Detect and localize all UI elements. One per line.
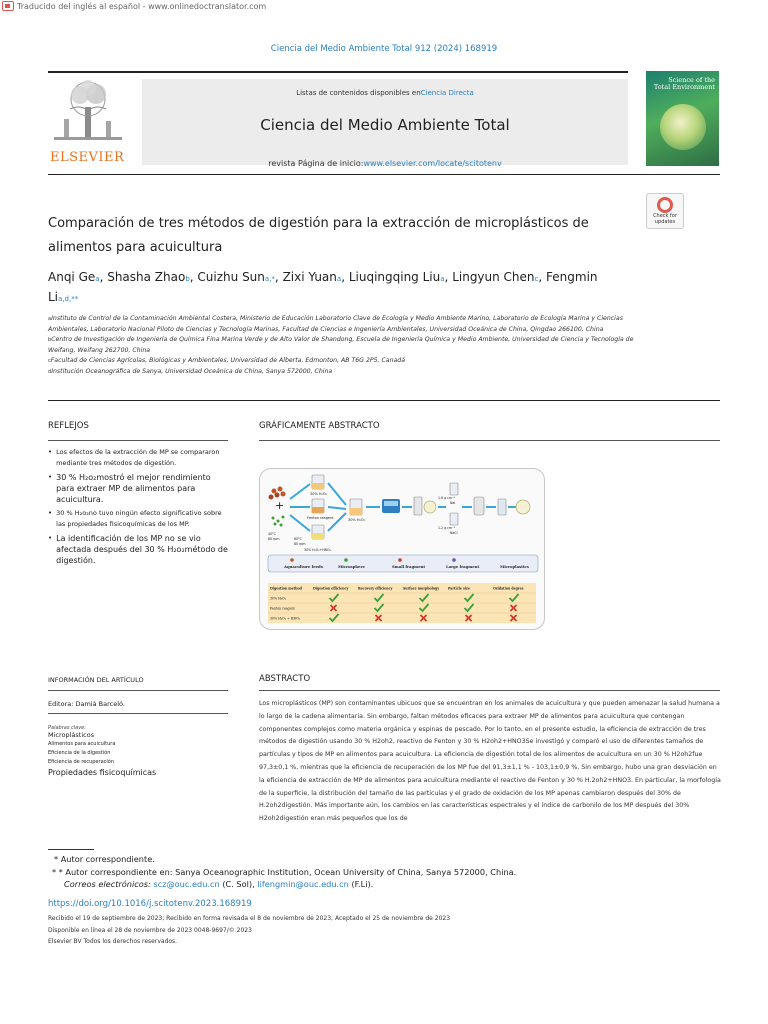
- ga-label-nai: NaI: [450, 501, 456, 505]
- author[interactable]: [452, 270, 538, 284]
- microplastics-mix-icon: [272, 516, 285, 527]
- second-filter-icon: [498, 499, 506, 515]
- elsevier-logo: [50, 79, 126, 165]
- footnote-corresponding: * Autor correspondiente.: [54, 854, 155, 864]
- author-separator: ,: [274, 270, 283, 284]
- translator-text[interactable]: Traducido del inglés al español - www.onlinedoctranslator.com: [17, 1, 267, 11]
- shaker-incubator-icon: [382, 499, 400, 513]
- ga-label-temp2: 60°C: [294, 537, 302, 541]
- ga-label-fenton: Fenton reagent: [307, 516, 334, 520]
- ga-table-header: Digestion efficiency: [313, 586, 349, 591]
- vacuum-filter-icon: [414, 497, 422, 515]
- affiliation-key: c: [48, 358, 51, 364]
- affiliation-key: b: [48, 337, 52, 343]
- check-for-updates-button[interactable]: [646, 193, 684, 229]
- keywords-label: Palabras clave:: [48, 725, 86, 731]
- separation-funnel-icon: [474, 497, 484, 515]
- author-separator: ,: [538, 270, 547, 284]
- legend-swatch: [398, 558, 402, 562]
- affiliation-text: Instituto de Control de la Contaminación Ambiental Costera, Ministerio de Educación Laboratorio Clave de Ecología y Medio Ambiente Marino, Laboratorio de Ecología Marina y Ciencias Ambientales, Laboratorio Nacional Piloto de Ciencias y Tecnología Marinas, Facultad de Ciencias e Ingeniería Ambientales, Universidad Oceánica de China, Qingdao 266100, China: [48, 315, 623, 333]
- author-separator: ,: [189, 270, 198, 284]
- legend-label: Microplastics: [500, 564, 529, 569]
- journal-cover: [646, 71, 719, 166]
- journal-title: Ciencia del Medio Ambiente Total: [260, 116, 510, 134]
- keyword: Eficiencia de recuperación: [48, 759, 114, 765]
- footnote-rule: [48, 849, 94, 850]
- beaker-hno3-icon: [312, 525, 324, 539]
- footnote-corresponding-2: * * Autor correspondiente en: Sanya Oceanographic Institution, Ocean University of China, Sanya 572000, China.: [52, 866, 517, 877]
- article-info: [48, 700, 228, 778]
- article-title: Comparación de tres métodos de digestión para la extracción de microplásticos de alimentos para acuicultura: [48, 216, 589, 255]
- author-affiliation-mark[interactable]: a: [95, 275, 100, 283]
- contents-line: [142, 89, 628, 97]
- author-name[interactable]: Anqi Ge: [48, 270, 96, 284]
- legend-swatch: [452, 558, 456, 562]
- author-separator: ,: [341, 270, 349, 284]
- author-name[interactable]: Lingyun Chen: [452, 270, 535, 284]
- online-date: Disponible en línea el 28 de noviembre de 2023 0048-9697/© 2023: [48, 926, 252, 934]
- graphical-abstract-figure: [259, 468, 545, 630]
- author[interactable]: [107, 270, 190, 284]
- author[interactable]: [283, 270, 342, 284]
- bullet-icon: •: [48, 448, 53, 456]
- ga-table-header: Particle size: [448, 586, 470, 591]
- keyword: Propiedades fisicoquímicas: [48, 768, 157, 777]
- check-updates-line1: Check for: [653, 213, 677, 219]
- author-affiliation-mark[interactable]: a: [336, 275, 342, 283]
- journal-banner: [142, 79, 628, 168]
- cover-globe-image: [660, 104, 706, 150]
- section-divider: [48, 400, 720, 401]
- ga-table-header: Oxidation degree: [493, 586, 524, 591]
- graphical-abstract-rule: [259, 440, 720, 441]
- journal-header: [48, 71, 628, 167]
- affiliation-item: [48, 356, 648, 367]
- author[interactable]: [349, 270, 445, 284]
- header-top-rule: [48, 71, 628, 73]
- elsevier-tree-icon: [50, 79, 126, 145]
- email-link-1[interactable]: scz@ouc.edu.cn: [153, 879, 220, 889]
- ga-comparison-table: [268, 583, 536, 623]
- author-name[interactable]: Cuizhu Sun: [197, 270, 265, 284]
- affiliation-text: Institución Oceanográfica de Sanya, Universidad Oceánica de China, Sanya 572000, China: [51, 367, 333, 375]
- affiliations: [48, 314, 648, 377]
- elsevier-wordmark: ELSEVIER: [50, 150, 125, 165]
- highlight-text: La identificación de los MP no se vio afectada después del 30 % H₂o₂método de digestión.: [56, 534, 228, 565]
- highlights-list: [48, 447, 228, 569]
- ga-table-header: Recovery efficiency: [358, 586, 393, 591]
- author-name[interactable]: Zixi Yuan: [282, 270, 337, 284]
- author-name[interactable]: Liuqingqing Liu: [348, 270, 441, 284]
- ga-table-header: Surface morphology: [403, 586, 440, 591]
- highlight-text: 30 % H₂o₂no tuvo ningún efecto significativo sobre las propiedades fisicoquímicas de los MP.: [56, 509, 222, 528]
- affiliation-key: d: [48, 368, 52, 375]
- translator-icon: [2, 1, 14, 11]
- author[interactable]: [48, 270, 100, 284]
- sciencedirect-link[interactable]: Ciencia Directa: [420, 89, 474, 97]
- author-affiliation-mark[interactable]: c: [534, 275, 539, 283]
- author-separator: ,: [99, 270, 108, 284]
- ga-label-nai-density: 1.6 g cm⁻³: [438, 496, 455, 500]
- emails-label: Correos electrónicos:: [64, 879, 151, 889]
- final-membrane-icon: [516, 500, 530, 514]
- legend-swatch: [344, 558, 348, 562]
- affiliation-item: [48, 335, 648, 356]
- affiliation-text: Facultad de Ciencias Agrícolas, Biológicas y Ambientales, Universidad de Alberta, Edmonton, AB T6G 2P5, Canadá: [50, 357, 406, 364]
- author-affiliation-mark[interactable]: a,*: [264, 275, 275, 283]
- flotation-nai-icon: [450, 483, 458, 495]
- ga-label-rpm2: 80 rpm: [294, 542, 306, 546]
- ga-table-method: 30% H₂O₂ + HNO₃: [270, 616, 301, 621]
- cover-title-line2: Total Environment: [653, 83, 715, 92]
- ga-table-method: 30% H₂O₂: [270, 596, 287, 601]
- highlight-text: Los efectos de la extracción de MP se compararon mediante tres métodos de digestión.: [56, 448, 220, 467]
- ga-label-hno3-mix: 30% H₂O₂+HNO₃: [304, 548, 331, 552]
- ga-table-method: Fenton reagent: [270, 606, 295, 611]
- bookmark-icon: [657, 197, 673, 213]
- affiliation-item: [48, 314, 648, 335]
- affiliation-item: [48, 367, 648, 378]
- legend-label: Microsphere: [338, 564, 365, 569]
- cover-title-line1: Science of the: [668, 76, 715, 84]
- keyword: Eficiencia de la digestión: [48, 750, 111, 756]
- affiliation-key: a: [48, 316, 52, 322]
- beaker-h2o2-icon: [312, 475, 324, 489]
- editor-line: Editora: Damià Barceló.: [48, 700, 125, 708]
- graphical-abstract-svg: [260, 469, 545, 630]
- email-name-1: (C. Sol),: [222, 879, 255, 889]
- ga-label-nacl: NaCl: [450, 531, 458, 535]
- doi-link[interactable]: https://doi.org/10.1016/j.scitotenv.2023.168919: [48, 899, 252, 909]
- ga-label-nacl-density: 1.2 g cm⁻³: [438, 526, 455, 530]
- check-updates-line2: updates: [654, 218, 676, 225]
- author-name[interactable]: Shasha Zhao: [107, 270, 186, 284]
- highlight-item: [48, 447, 228, 469]
- author-affiliation-mark[interactable]: a: [440, 275, 445, 283]
- ga-label-rpm1: 80 rpm: [268, 537, 280, 541]
- author-affiliation-mark[interactable]: a,d,**: [58, 295, 79, 303]
- bullet-icon: •: [48, 534, 53, 542]
- keywords-list: [48, 731, 228, 778]
- article-meta: [48, 913, 708, 948]
- email-link-2[interactable]: lifengmin@ouc.edu.cn: [257, 879, 349, 889]
- bullet-icon: •: [48, 509, 53, 517]
- author-affiliation-mark[interactable]: b: [185, 275, 190, 283]
- author-list: [48, 268, 608, 308]
- highlights-heading: REFLEJOS: [48, 421, 89, 431]
- highlight-item: [48, 472, 228, 505]
- feed-pellets-icon: [269, 487, 286, 500]
- legend-label: Aquaculture feeds: [284, 564, 323, 569]
- filter-membrane-icon: [424, 501, 436, 513]
- footnote-emails: [48, 878, 708, 891]
- article-info-rule: [48, 690, 228, 691]
- legend-swatch: [290, 558, 294, 562]
- ga-table-header: Digestion method: [270, 586, 302, 591]
- header-bottom-rule: [48, 174, 720, 175]
- homepage-link[interactable]: www.elsevier.com/locate/scitotenv: [363, 159, 502, 168]
- ga-label-h2o2-top: 30% H₂O₂: [310, 492, 328, 496]
- rights-statement: Elsevier BV Todos los derechos reservados.: [48, 938, 178, 945]
- abstract-text: Los microplásticos (MP) son contaminantes ubicuos que se encuentran en los animales de acuicultura y que pueden amenazar la salud humana a lo largo de la cadena alimentaria. Sin embargo, faltan métodos eficaces para extraer MP de alimentos para acuicultura que contengan componentes complejos como materia orgánica y espinas de pescado. Por lo tanto, en el presente estudio, la eficiencia de extracción de tres métodos de digestión usando 30 % H2oh2, reactivo de Fenton y 30 % H2oh2+HNO3Se investigó y comparó el uso de diferentes tamaños de partículas y tipos de MP en alimentos para acuicultura. La eficiencia de digestión total de los alimentos de acuicultura en un 30 % H2oh2fue 97,3±0,1 %, mientras que la eficiencia de recuperación de los MP fue del 91,3±1,1 % - 103,1±0,9 %. Sin embargo, hubo una gran desviación en la eficiencia de extracción de MP de alimentos para acuicultura mediante el reactivo de Fenton y 30 % H.2oh2+HNO3. En particular, la morfología de la superficie, la distribución del tamaño de las partículas y el grado de oxidación de los MP apenas cambiaron después del 30% de H.2oh2digestión. Más importante aún, los cambios en las características espectrales y el índice de carbonilo de los MP después del 30% H2oh2digestión eran más pequeños que los de: [259, 700, 721, 823]
- graphical-abstract-heading: GRÁFICAMENTE ABSTRACTO: [259, 421, 380, 431]
- highlight-item: [48, 508, 228, 530]
- received-dates: Recibido el 19 de septiembre de 2023; Recibido en forma revisada el 8 de noviembre de 2023; Aceptado el 25 de noviembre de 2023: [48, 915, 451, 922]
- ga-label-h2o2-mid: 30% H₂O₂: [348, 518, 366, 522]
- highlight-text: 30 % H₂o₂mostró el mejor rendimiento para extraer MP de alimentos para acuicultura.: [56, 473, 211, 504]
- plus-sign: +: [275, 499, 285, 512]
- contents-prefix: Listas de contenidos disponibles en: [296, 89, 421, 97]
- footnotes: [48, 853, 708, 891]
- article-info-heading: INFORMACIÓN DEL ARTÍCULO: [48, 676, 144, 684]
- homepage-line: [142, 159, 628, 168]
- digestion-beaker-icon: [350, 499, 362, 515]
- author-separator: ,: [444, 270, 453, 284]
- keyword: Microplásticos: [48, 731, 95, 739]
- legend-label: Large fragment: [446, 564, 480, 569]
- author[interactable]: [197, 270, 275, 284]
- translator-banner[interactable]: [0, 0, 266, 12]
- abstract-rule: [259, 690, 720, 691]
- legend-label: Small fragment: [392, 564, 426, 569]
- ga-label-temp1: 40°C: [268, 532, 276, 536]
- cover-title: [654, 77, 715, 92]
- flotation-nacl-icon: [450, 513, 458, 525]
- highlight-item: [48, 533, 228, 566]
- beaker-fenton-icon: [312, 499, 324, 513]
- email-name-2: (F.Li).: [351, 879, 374, 889]
- abstract-heading: ABSTRACTO: [259, 674, 311, 684]
- highlights-rule: [48, 440, 228, 441]
- author-name[interactable]: Fengmin Li: [48, 270, 598, 304]
- affiliation-text: Centro de Investigación de Ingeniería de Química Fina Marina Verde y de Alto Valor de Shandong, Escuela de Ingeniería Química y Medio Ambiente, Universidad de Ciencia y Tecnología de Weifang, Weifang 262700, China: [48, 336, 634, 354]
- journal-reference[interactable]: Ciencia del Medio Ambiente Total 912 (2024) 168919: [270, 44, 498, 54]
- bullet-icon: •: [48, 473, 53, 481]
- homepage-prefix: revista Página de inicio:: [268, 159, 364, 168]
- editor-rule: [48, 713, 228, 714]
- keyword: Alimentos para acuicultura: [48, 741, 116, 747]
